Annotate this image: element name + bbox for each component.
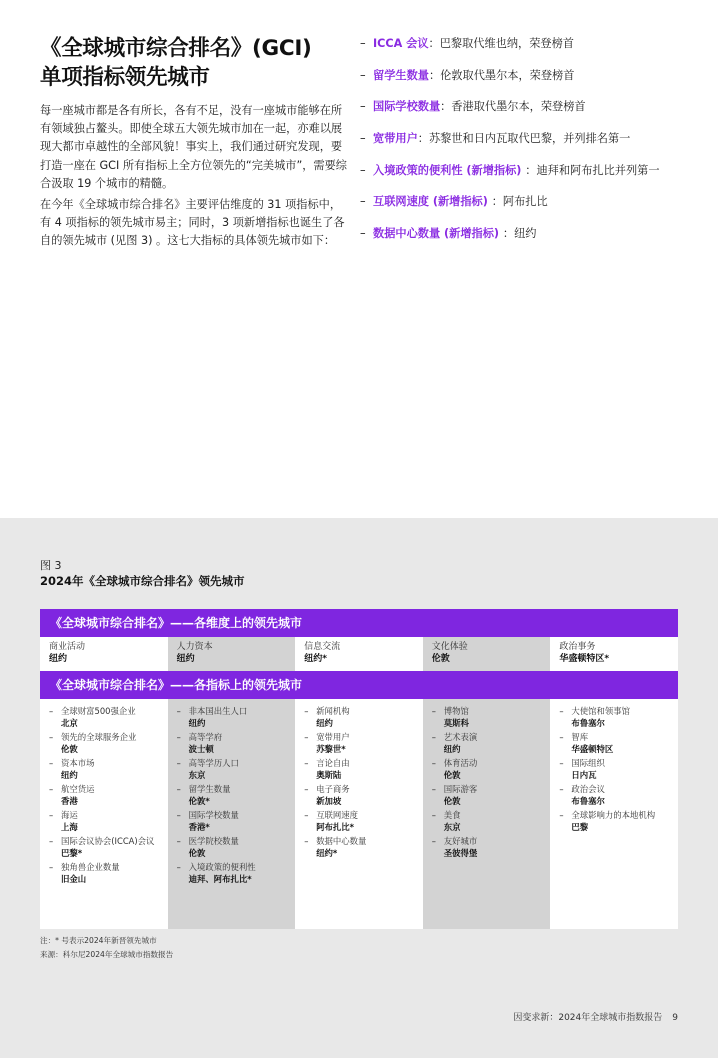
dimension-category: 商业活动 [49, 642, 86, 652]
dimensions-row [40, 637, 678, 671]
indicator-item [49, 731, 168, 755]
indicator-city: 纽约 [316, 718, 333, 728]
indicator-item [49, 705, 168, 729]
leader-item: – 入境政策的便利性 (新增指标) ：迪拜和阿布扎比并列第一 [360, 163, 660, 177]
leaders-list [360, 36, 680, 258]
indicator-item [304, 835, 423, 859]
indicator-name: 智库 [571, 732, 589, 742]
indicator-city: 纽约 [443, 744, 461, 754]
dimension-city: 华盛顿特区* [559, 654, 610, 664]
dash-glyph: – [49, 706, 54, 716]
indicator-name: 非本国出生人口 [188, 706, 248, 716]
indicator-city: 纽约* [316, 848, 338, 858]
indicator-city: 迪拜、阿布扎比* [188, 874, 252, 884]
leader-item: – 宽带用户：苏黎世和日内瓦取代巴黎，并列排名第一 [360, 132, 631, 146]
indicator-city: 圣彼得堡 [443, 848, 478, 858]
intro-paragraph-2: 在今年《全球城市综合排名》主要评估维度的 31 项指标中，有 4 项指标的领先城市易主；同时，3 项新增指标也诞生了各自的领先城市 (见图 3) 。这七大指标的具体领先城市如下： [40, 198, 345, 248]
dash-glyph: – [431, 732, 436, 742]
indicators-row [40, 699, 678, 929]
indicator-city: 奥斯陆 [316, 770, 342, 780]
indicator-name: 友好城市 [443, 836, 478, 846]
leader-item: – 互联网速度 (新增指标) ：阿布扎比 [360, 195, 548, 209]
indicator-name: 电子商务 [316, 784, 350, 794]
indicator-city: 苏黎世* [316, 744, 346, 754]
indicator-name: 艺术表演 [443, 732, 478, 742]
indicator-name: 领先的全球服务企业 [61, 732, 137, 742]
indicator-name: 宽带用户 [316, 732, 350, 742]
leader-label: 国际学校数量 [373, 100, 441, 114]
dash-glyph: – [49, 758, 54, 768]
indicator-name: 资本市场 [61, 758, 95, 768]
indicator-item [559, 809, 678, 833]
indicator-name: 国际游客 [443, 784, 478, 794]
dash-glyph: – [559, 706, 564, 716]
indicator-city: 布鲁塞尔 [571, 718, 605, 728]
indicator-name: 互联网速度 [316, 810, 359, 820]
indicator-city: 华盛顿特区 [571, 744, 614, 754]
indicator-city: 新加坡 [316, 796, 342, 806]
dimension-cell [423, 637, 551, 671]
leader-item: – 留学生数量：伦敦取代墨尔本，荣登榜首 [360, 68, 575, 82]
indicator-name: 留学生数量 [188, 784, 231, 794]
dimension-cell [550, 637, 678, 671]
dash-glyph: – [176, 862, 181, 872]
indicator-city: 纽约 [188, 718, 206, 728]
page-title [40, 34, 360, 92]
intro-paragraph-1: 每一座城市都是各有所长，各有不足，没有一座城市能够在所有领域独占鳌头。即使全球五大领先城市加在一起，亦难以展现大都市卓越性的全部风貌！事实上，我们通过研究发现，要打造一座在 GCI 所有指标上全方位领先的“完美城市”，需要综合汲取 19 个城市的精髓。 [40, 104, 347, 190]
indicator-city: 旧金山 [61, 874, 87, 884]
dash-glyph: – [49, 810, 54, 820]
indicator-item [304, 809, 423, 833]
indicator-name: 独角兽企业数量 [61, 862, 120, 872]
leader-text: ：巴黎取代维也纳，荣登榜首 [428, 37, 574, 50]
indicator-city: 伦敦 [188, 848, 206, 858]
dimension-category: 人力资本 [176, 642, 213, 652]
indicator-city: 纽约 [61, 770, 78, 780]
dash-glyph: – [431, 706, 436, 716]
leader-item: – 数据中心数量 (新增指标) ：纽约 [360, 227, 537, 241]
page-footer [513, 1010, 678, 1023]
indicator-name: 博物馆 [443, 706, 469, 716]
leader-label: 宽带用户 [373, 132, 418, 146]
dimension-category: 信息交流 [304, 642, 341, 652]
page-title-line-2: 单项指标领先城市 [40, 65, 210, 90]
indicator-item [49, 861, 168, 885]
dash-glyph: – [176, 836, 181, 846]
dash-glyph: – [431, 784, 436, 794]
dash-glyph: – [49, 784, 54, 794]
dash-glyph: – [431, 836, 436, 846]
indicator-name: 入境政策的便利性 [188, 862, 256, 872]
leader-text: ：伦敦取代墨尔本，荣登榜首 [428, 68, 575, 82]
indicator-name: 国际学校数量 [188, 810, 239, 820]
indicator-name: 体育活动 [443, 758, 478, 768]
indicator-name: 政治会议 [571, 784, 605, 794]
page-title-line-1: 《全球城市综合排名》(GCI) [40, 36, 312, 61]
indicator-name: 国际组织 [571, 758, 605, 768]
dash-glyph: – [304, 784, 309, 794]
indicator-name: 海运 [61, 810, 78, 820]
indicator-name: 航空货运 [61, 784, 95, 794]
indicator-city: 莫斯科 [443, 718, 469, 728]
indicator-item [177, 809, 296, 833]
indicator-item [432, 783, 551, 807]
indicator-city: 伦敦 [443, 796, 461, 806]
indicator-column [423, 699, 551, 929]
leader-text: ：阿布扎比 [491, 195, 548, 209]
indicator-name: 美食 [443, 810, 461, 820]
footer-text: 因变求新：2024年全球城市指数报告 [513, 1013, 663, 1023]
indicator-city: 香港* [188, 822, 210, 832]
dash-glyph: – [176, 784, 181, 794]
indicator-item [432, 731, 551, 755]
indicator-city: 伦敦 [61, 744, 78, 754]
indicator-item [304, 783, 423, 807]
indicator-item [177, 783, 296, 807]
indicator-name: 全球财富500强企业 [61, 706, 136, 716]
indicator-city: 巴黎* [61, 848, 83, 858]
indicator-column [550, 699, 678, 929]
leader-item: – 国际学校数量：香港取代墨尔本，荣登榜首 [360, 100, 586, 114]
indicator-city: 东京 [188, 770, 206, 780]
dash-glyph: – [304, 706, 309, 716]
dash-glyph: – [49, 862, 54, 872]
figure-note: 注：* 号表示2024年新晋领先城市 [40, 936, 157, 945]
indicator-item [559, 783, 678, 807]
dash-glyph: – [559, 784, 564, 794]
leader-text: ：苏黎世和日内瓦取代巴黎，并列排名第一 [417, 132, 631, 146]
indicator-city: 巴黎 [571, 822, 589, 832]
indicator-item [559, 705, 678, 729]
indicator-item [304, 705, 423, 729]
figure-label: 图 3 [40, 559, 62, 572]
dash-glyph: – [49, 836, 54, 846]
indicator-item [49, 809, 168, 833]
indicator-city: 布鲁塞尔 [571, 796, 605, 806]
indicator-city: 北京 [61, 718, 78, 728]
indicator-city: 伦敦* [188, 796, 210, 806]
indicator-name: 高等学历人口 [188, 758, 239, 768]
indicator-item [49, 757, 168, 781]
indicator-item [49, 783, 168, 807]
leader-label: 留学生数量 [373, 68, 429, 82]
leader-text: ：迪拜和阿布扎比并列第一 [525, 163, 660, 177]
dimensions-band: 《全球城市综合排名》——各维度上的领先城市 [40, 609, 678, 637]
indicator-name: 全球影响力的本地机构 [571, 810, 656, 820]
indicator-city: 阿布扎比* [316, 822, 355, 832]
dimension-cell [168, 637, 296, 671]
indicator-item [559, 757, 678, 781]
dimension-category: 政治事务 [559, 642, 596, 652]
indicator-item [559, 731, 678, 755]
indicator-city: 波士顿 [188, 744, 214, 754]
dash-glyph: – [431, 810, 436, 820]
figure-title: 2024年《全球城市综合排名》领先城市 [40, 574, 245, 588]
dash-glyph: – [176, 732, 181, 742]
indicator-city: 上海 [61, 822, 78, 832]
leader-text: ：纽约 [502, 227, 537, 241]
indicator-name: 大使馆和领事馆 [571, 706, 630, 716]
indicator-item [304, 731, 423, 755]
dimension-cell [295, 637, 423, 671]
page-number: 9 [672, 1013, 678, 1023]
leader-label: 互联网速度 (新增指标) [373, 195, 492, 209]
indicator-name: 数据中心数量 [316, 836, 367, 846]
dash-glyph: – [304, 758, 309, 768]
indicator-name: 言论自由 [316, 758, 350, 768]
dash-glyph: – [559, 810, 564, 820]
figure-source: 来源：科尔尼2024年全球城市指数报告 [40, 950, 174, 959]
indicator-item [49, 835, 168, 859]
indicators-band: 《全球城市综合排名》——各指标上的领先城市 [40, 671, 678, 699]
leader-label: 入境政策的便利性 (新增指标) [373, 163, 526, 177]
dash-glyph: – [559, 758, 564, 768]
indicator-name: 医学院校数量 [188, 836, 239, 846]
indicator-column [295, 699, 423, 929]
dash-glyph: – [176, 706, 181, 716]
indicator-column [40, 699, 168, 929]
indicator-item [177, 757, 296, 781]
dash-glyph: – [431, 758, 436, 768]
leader-label: 数据中心数量 (新增指标) [373, 227, 503, 241]
indicator-item [432, 835, 551, 859]
indicator-name: 高等学府 [188, 732, 223, 742]
indicator-city: 东京 [443, 822, 461, 832]
dimension-category: 文化体验 [431, 642, 468, 652]
indicator-item [432, 757, 551, 781]
dash-glyph: – [176, 758, 181, 768]
dimension-city: 纽约* [304, 654, 327, 664]
indicator-column [168, 699, 296, 929]
leader-text: ：香港取代墨尔本，荣登榜首 [440, 100, 586, 114]
dash-glyph: – [49, 732, 54, 742]
indicator-city: 香港 [61, 796, 78, 806]
dash-glyph: – [304, 810, 309, 820]
dimension-city: 纽约 [176, 654, 195, 664]
indicator-item [432, 705, 551, 729]
indicator-city: 伦敦 [443, 770, 461, 780]
leader-label: ICCA 会议 [373, 37, 429, 50]
indicator-item [177, 835, 296, 859]
dimension-city: 伦敦 [431, 654, 450, 664]
indicator-item [304, 757, 423, 781]
indicator-name: 新闻机构 [316, 706, 350, 716]
indicator-item [177, 705, 296, 729]
dimension-city: 纽约 [49, 654, 68, 664]
indicator-city: 日内瓦 [571, 770, 597, 780]
dash-glyph: – [559, 732, 564, 742]
dash-glyph: – [304, 732, 309, 742]
leader-item: – ICCA 会议：巴黎取代维也纳，荣登榜首 [360, 37, 574, 50]
indicator-item [177, 861, 296, 885]
dash-glyph: – [176, 810, 181, 820]
indicator-name: 国际会议协会(ICCA)会议 [61, 836, 155, 846]
indicator-item [177, 731, 296, 755]
dash-glyph: – [304, 836, 309, 846]
dimension-cell [40, 637, 168, 671]
indicator-item [432, 809, 551, 833]
